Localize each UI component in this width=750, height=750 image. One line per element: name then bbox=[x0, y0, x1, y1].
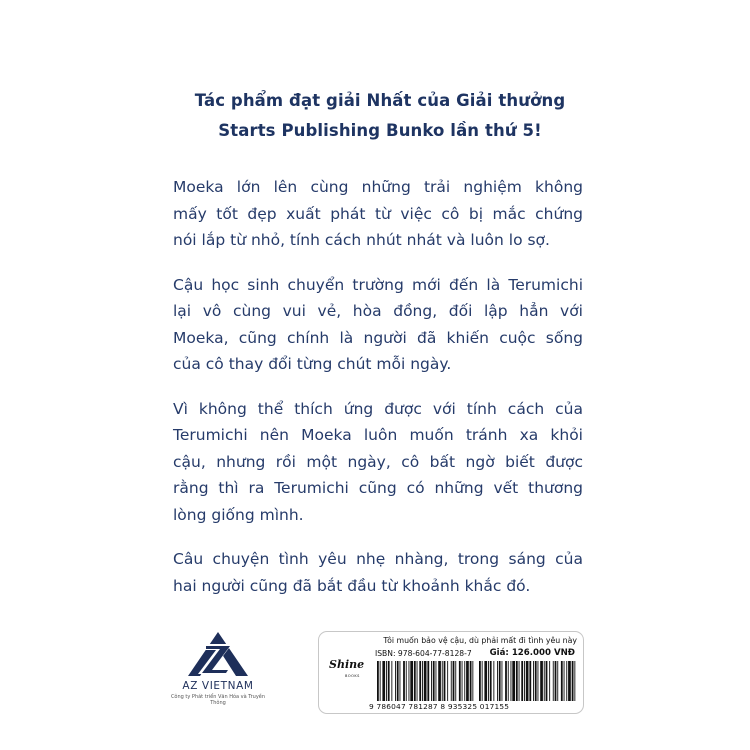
barcode-bar bbox=[409, 661, 410, 701]
barcode-bar bbox=[400, 661, 401, 701]
synopsis-line: rằng thì ra Terumichi cũng có những vết thương bbox=[173, 479, 583, 497]
barcode-bar bbox=[453, 661, 455, 701]
barcode-bar bbox=[395, 661, 396, 701]
barcode-bar bbox=[488, 661, 489, 701]
barcode-bar bbox=[553, 661, 554, 701]
barcode-bar bbox=[484, 661, 487, 701]
barcode-bar bbox=[462, 661, 463, 701]
barcode-bar bbox=[403, 661, 405, 701]
barcode-price-label bbox=[318, 631, 584, 714]
barcode-bar bbox=[417, 661, 418, 701]
barcode-bar bbox=[410, 661, 413, 701]
barcode-bar bbox=[549, 661, 550, 701]
synopsis-line: mấy tốt đẹp xuất phát từ việc cô bị mắc chứng bbox=[173, 204, 583, 223]
barcode-bar bbox=[508, 661, 509, 701]
barcode-bar bbox=[388, 661, 390, 701]
barcode-bar bbox=[546, 661, 548, 701]
synopsis-line: lòng giống mình. bbox=[173, 505, 304, 524]
barcode-bar bbox=[427, 661, 429, 701]
barcode-bar bbox=[538, 661, 539, 701]
barcode-bar bbox=[524, 661, 525, 701]
barcode-bar bbox=[564, 661, 565, 701]
barcode-bar bbox=[406, 661, 407, 701]
barcode-bar bbox=[561, 661, 563, 701]
synopsis-paragraph bbox=[173, 546, 583, 599]
synopsis-paragraph bbox=[173, 396, 583, 529]
award-headline bbox=[150, 86, 610, 146]
barcode-bar bbox=[414, 661, 416, 701]
label-isbn: ISBN: 978-604-77-8128-7 bbox=[375, 649, 472, 658]
barcode-bar bbox=[466, 661, 469, 701]
az-logo-icon bbox=[184, 630, 252, 678]
barcode-bar bbox=[519, 661, 520, 701]
shine-sub: BOOKS bbox=[345, 674, 360, 678]
barcode-bar bbox=[442, 661, 443, 701]
barcode-bar bbox=[382, 661, 385, 701]
barcode-bar bbox=[566, 661, 567, 701]
synopsis-paragraph bbox=[173, 174, 583, 254]
synopsis-line: hai người cũng đã bắt đầu từ khoảnh khắc đó. bbox=[173, 576, 531, 595]
barcode-bar bbox=[464, 661, 465, 701]
barcode-bar bbox=[422, 661, 423, 701]
barcode-bar bbox=[386, 661, 387, 701]
barcode-bar bbox=[451, 661, 452, 701]
label-price: Giá: 126.000 VNĐ bbox=[489, 648, 575, 658]
barcode-bar bbox=[377, 661, 379, 701]
barcode-bar bbox=[479, 661, 481, 701]
synopsis-paragraph bbox=[173, 272, 583, 378]
barcode-graphic bbox=[377, 661, 577, 701]
barcode-bar bbox=[568, 661, 571, 701]
headline-line-2: Starts Publishing Bunko lần thứ 5! bbox=[218, 121, 542, 140]
barcode-bar bbox=[490, 661, 492, 701]
barcode-bar bbox=[512, 661, 515, 701]
barcode-bar bbox=[505, 661, 507, 701]
synopsis-line: Vì không thể thích ứng được với tính cách của bbox=[173, 399, 583, 418]
barcode-bar bbox=[444, 661, 446, 701]
barcode-bar bbox=[380, 661, 381, 701]
barcode-bar bbox=[397, 661, 399, 701]
barcode-bar bbox=[557, 661, 558, 701]
barcode-bar bbox=[502, 661, 503, 701]
label-book-title: Tôi muốn bảo vệ cậu, dù phải mất đi tình yêu này bbox=[383, 636, 577, 645]
synopsis-line: nói lắp từ nhỏ, tính cách nhút nhát và luôn lo sợ. bbox=[173, 231, 550, 249]
synopsis-line: Terumichi nên Moeka luôn muốn tránh xa khỏi bbox=[173, 426, 583, 444]
barcode-bar bbox=[431, 661, 432, 701]
barcode-bar bbox=[521, 661, 523, 701]
synopsis-line: của cô thay đổi từng chút mỗi ngày. bbox=[173, 355, 452, 373]
barcode-bar bbox=[447, 661, 448, 701]
synopsis-line: lại vô cùng vui vẻ, hòa đồng, đối lập hẳn với bbox=[173, 302, 583, 320]
barcode-bar bbox=[459, 661, 461, 701]
barcode-bar bbox=[540, 661, 543, 701]
shine-books-logo bbox=[329, 654, 365, 684]
barcode-bar bbox=[572, 661, 574, 701]
barcode-bar bbox=[544, 661, 545, 701]
synopsis-line: Moeka, cũng chính là người đã khiến cuộc sống bbox=[173, 328, 583, 347]
barcode-bar bbox=[497, 661, 498, 701]
headline-line-1: Tác phẩm đạt giải Nhất của Giải thưởng bbox=[194, 91, 566, 110]
barcode-bar bbox=[555, 661, 557, 701]
barcode-bar bbox=[516, 661, 518, 701]
synopsis bbox=[173, 174, 583, 617]
synopsis-line: Cậu học sinh chuyển trường mới đến là Terumichi bbox=[173, 275, 583, 294]
synopsis-line: cậu, nhưng rồi một ngày, cô bất ngờ biết được bbox=[173, 452, 583, 471]
synopsis-line: Moeka lớn lên cùng những trải nghiệm không bbox=[173, 178, 583, 196]
barcode-bar bbox=[511, 661, 512, 701]
barcode-bar bbox=[535, 661, 537, 701]
barcode-bar bbox=[470, 661, 472, 701]
barcode-bar bbox=[455, 661, 456, 701]
barcode-bar bbox=[526, 661, 529, 701]
barcode-bar bbox=[424, 661, 427, 701]
barcode-bar bbox=[438, 661, 441, 701]
barcode-digits: 9 786047 781287 8 935325 017155 bbox=[369, 702, 510, 711]
barcode-bar bbox=[493, 661, 494, 701]
az-vietnam-logo bbox=[163, 630, 273, 710]
logo-subtitle: Công ty Phát triển Văn Hóa và Truyền Thông bbox=[170, 694, 266, 706]
barcode-bar bbox=[436, 661, 437, 701]
barcode-bar bbox=[433, 661, 435, 701]
barcode-bar bbox=[499, 661, 501, 701]
barcode-bar bbox=[472, 661, 473, 701]
logo-name: AZ VIETNAM bbox=[182, 680, 254, 692]
barcode-bar bbox=[574, 661, 575, 701]
barcode-bar bbox=[482, 661, 483, 701]
barcode-bar bbox=[391, 661, 392, 701]
barcode-bar bbox=[529, 661, 531, 701]
barcode-bar bbox=[419, 661, 421, 701]
barcode-bar bbox=[533, 661, 534, 701]
synopsis-line: Câu chuyện tình yêu nhẹ nhàng, trong sáng của bbox=[173, 550, 583, 568]
shine-brand: Shine bbox=[329, 658, 365, 671]
